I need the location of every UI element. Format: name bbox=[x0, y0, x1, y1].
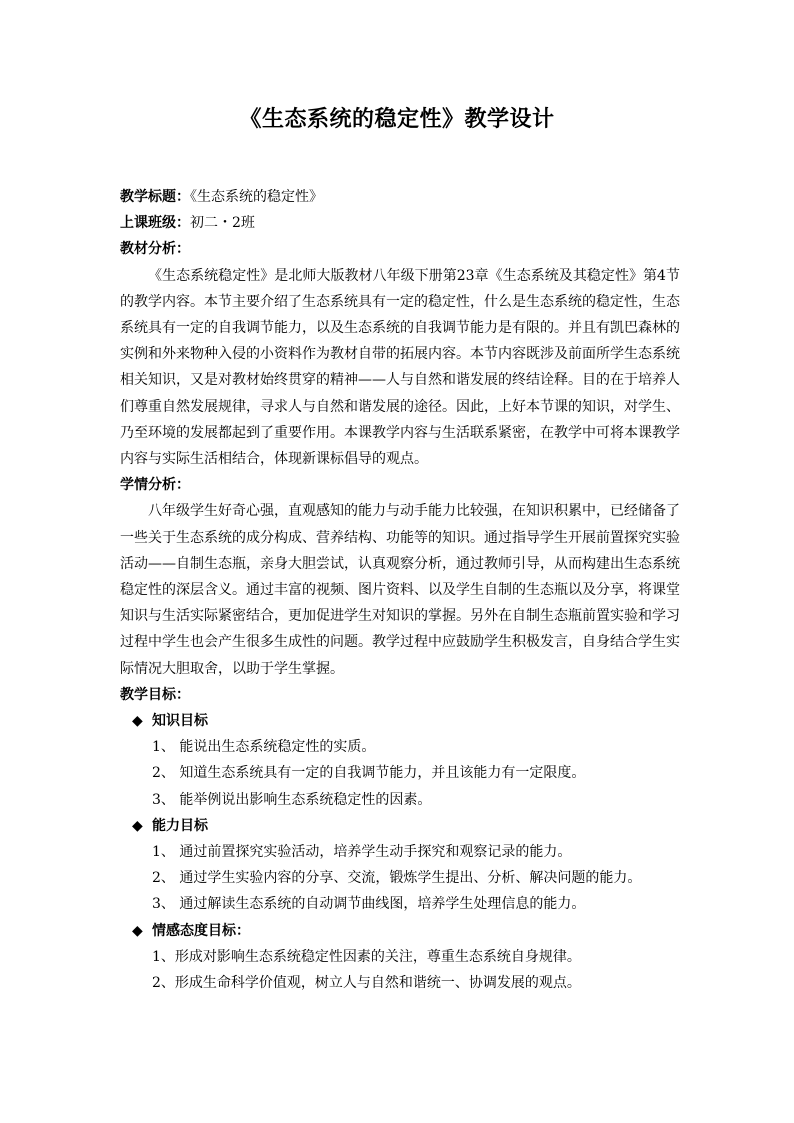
textbook-heading: 教材分析： bbox=[120, 241, 190, 258]
list-item: 1、 能说出生态系统稳定性的实质。 bbox=[152, 739, 376, 756]
topic-label: 教学标题： bbox=[120, 189, 190, 205]
textbook-paragraph: 《生态系统稳定性》是北师大版教材八年级下册第23章《生态系统及其稳定性》第4节的教学内容。本节主要介绍了生态系统具有一定的稳定性，什么是生态系统的稳定性，生态系统具有一定的自我调节能力，以及生态系统的自我调节能力是有限的。并且有凯巴森林的实例和外来物种入侵的小资料作为教材自带的拓展内容。本节内容既涉及前面所学生态系统相关知识，又是对教材始终贯穿的精神——人与自然和谐发展的终结诠释。目的在于培养人们尊重自然发展规律，寻求人与自然和谐发展的途径。因此，上好本节课的知识，对学生、乃至环境的发展都起到了重要作用。本课教学内容与生活联系紧密，在教学中可将本课教学内容与实际生活相结合，体现新课标倡导的观点。 bbox=[120, 267, 680, 468]
students-heading: 学情分析： bbox=[120, 477, 190, 494]
class-line bbox=[120, 210, 680, 236]
emotion-objective-heading bbox=[120, 918, 680, 944]
list-item: 2、 通过学生实验内容的分享、交流，锻炼学生提出、分析、解决问题的能力。 bbox=[152, 870, 642, 887]
objectives-heading: 教学目标： bbox=[120, 686, 190, 703]
document-title: 《生态系统的稳定性》教学设计 bbox=[239, 106, 555, 132]
document-body bbox=[120, 184, 680, 996]
diamond-bullet-icon: ◆ bbox=[132, 922, 143, 939]
emotion-objective-title: 情感态度目标： bbox=[152, 922, 250, 939]
list-item: 2、 知道生态系统具有一定的自我调节能力，并且该能力有一定限度。 bbox=[152, 765, 586, 782]
topic-value: 《生态系统的稳定性》 bbox=[190, 189, 323, 205]
topic-line bbox=[120, 184, 680, 210]
list-item: 1、形成对影响生态系统稳定性因素的关注，尊重生态系统自身规律。 bbox=[152, 948, 581, 965]
list-item: 1、 通过前置探究实验活动，培养学生动手探究和观察记录的能力。 bbox=[152, 844, 572, 861]
class-label: 上课班级： bbox=[120, 215, 190, 232]
diamond-bullet-icon: ◆ bbox=[132, 817, 143, 834]
knowledge-objective-heading bbox=[120, 708, 680, 734]
ability-objective-title: 能力目标 bbox=[152, 817, 208, 834]
knowledge-objective-title: 知识目标 bbox=[152, 713, 208, 730]
ability-objective-heading bbox=[120, 813, 680, 839]
list-item: 3、 能举例说出影响生态系统稳定性的因素。 bbox=[152, 791, 432, 808]
list-item: 3、 通过解读生态系统的自动调节曲线图，培养学生处理信息的能力。 bbox=[152, 896, 586, 913]
diamond-bullet-icon: ◆ bbox=[132, 713, 143, 730]
class-value: 初二・2班 bbox=[190, 215, 255, 232]
list-item: 2、形成生命科学价值观，树立人与自然和谐统一、协调发展的观点。 bbox=[152, 975, 581, 992]
students-paragraph: 八年级学生好奇心强，直观感知的能力与动手能力比较强，在知识积累中，已经储备了一些关于生态系统的成分构成、营养结构、功能等的知识。通过指导学生开展前置探究实验活动——自制生态瓶，亲身大胆尝试，认真观察分析，通过教师引导，从而构建出生态系统稳定性的深层含义。通过丰富的视频、图片资料、以及学生自制的生态瓶以及分享，将课堂知识与生活实际紧密结合，更加促进学生对知识的掌握。另外在自制生态瓶前置实验和学习过程中学生也会产生很多生成性的问题。教学过程中应鼓励学生积极发言，自身结合学生实际情况大胆取舍，以助于学生掌握。 bbox=[120, 503, 680, 677]
